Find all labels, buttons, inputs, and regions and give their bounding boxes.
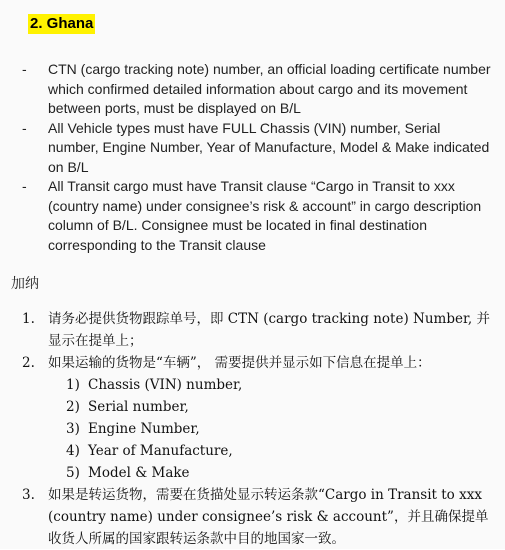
section-heading: 2. Ghana: [30, 15, 94, 32]
item-number: 2.: [22, 355, 35, 371]
requirement-ctn-zh: 请务必提供货物跟踪单号，即 CTN (cargo tracking note) Number, 并显示在提单上；: [48, 311, 491, 349]
requirement-transit-zh: 如果是转运货物，需要在货描处显示转运条款“Cargo in Transit to xxx (country name) under consignee’s risk & account”，并且确保提单收货人所属的国家跟转运条款中目的地国家一致。: [48, 487, 489, 547]
sub-item-text: Chassis (VIN) number,: [88, 377, 243, 393]
chinese-section-label: 加纳: [11, 276, 39, 292]
section-heading-wrap: [28, 14, 95, 36]
bullet-dash: -: [22, 119, 27, 136]
sub-item-number: 1): [66, 377, 80, 393]
sub-item-text: Year of Manufacture,: [88, 443, 233, 459]
list-item: [22, 60, 492, 119]
list-item: [66, 396, 505, 418]
list-item: [66, 440, 505, 462]
sub-item-number: 3): [66, 421, 80, 437]
chinese-requirements-list: [22, 308, 500, 550]
vehicle-info-sublist: [66, 374, 505, 484]
sub-item-number: 5): [66, 465, 80, 481]
list-item: [22, 177, 492, 255]
item-number: 3.: [22, 487, 35, 503]
requirement-ctn: CTN (cargo tracking note) number, an official loading certificate number which confirmed detailed information about cargo and its movement between ports, must be displayed on B/L: [48, 61, 491, 116]
sub-item-number: 2): [66, 399, 80, 415]
bullet-dash: -: [22, 178, 27, 194]
english-requirements-list: [22, 60, 492, 255]
list-item: [66, 374, 505, 396]
list-item: [22, 352, 500, 374]
sub-item-text: Serial number,: [88, 399, 189, 415]
bullet-dash: -: [22, 61, 27, 77]
item-number: 1.: [22, 311, 35, 327]
list-item: [66, 462, 505, 484]
list-item: [22, 119, 492, 178]
requirement-transit: All Transit cargo must have Transit clause “Cargo in Transit to xxx (country name) under consignee’s risk & account” in cargo description column of B/L. Consignee must be located in final destination corresponding to the Transit clause: [48, 178, 482, 253]
list-item: [66, 418, 505, 440]
requirement-vehicle: All Vehicle types must have FULL Chassis (VIN) number, Serial number, Engine Number, Year of Manufacture, Model & Make indicated on B/L: [48, 119, 490, 175]
list-item: [22, 484, 500, 550]
requirement-vehicle-zh: 如果运输的货物是“车辆”， 需要提供并显示如下信息在提单上：: [48, 355, 431, 371]
sub-item-number: 4): [66, 443, 80, 459]
sub-item-text: Engine Number,: [88, 421, 200, 437]
list-item: [22, 308, 500, 352]
sub-item-text: Model & Make: [88, 465, 190, 481]
